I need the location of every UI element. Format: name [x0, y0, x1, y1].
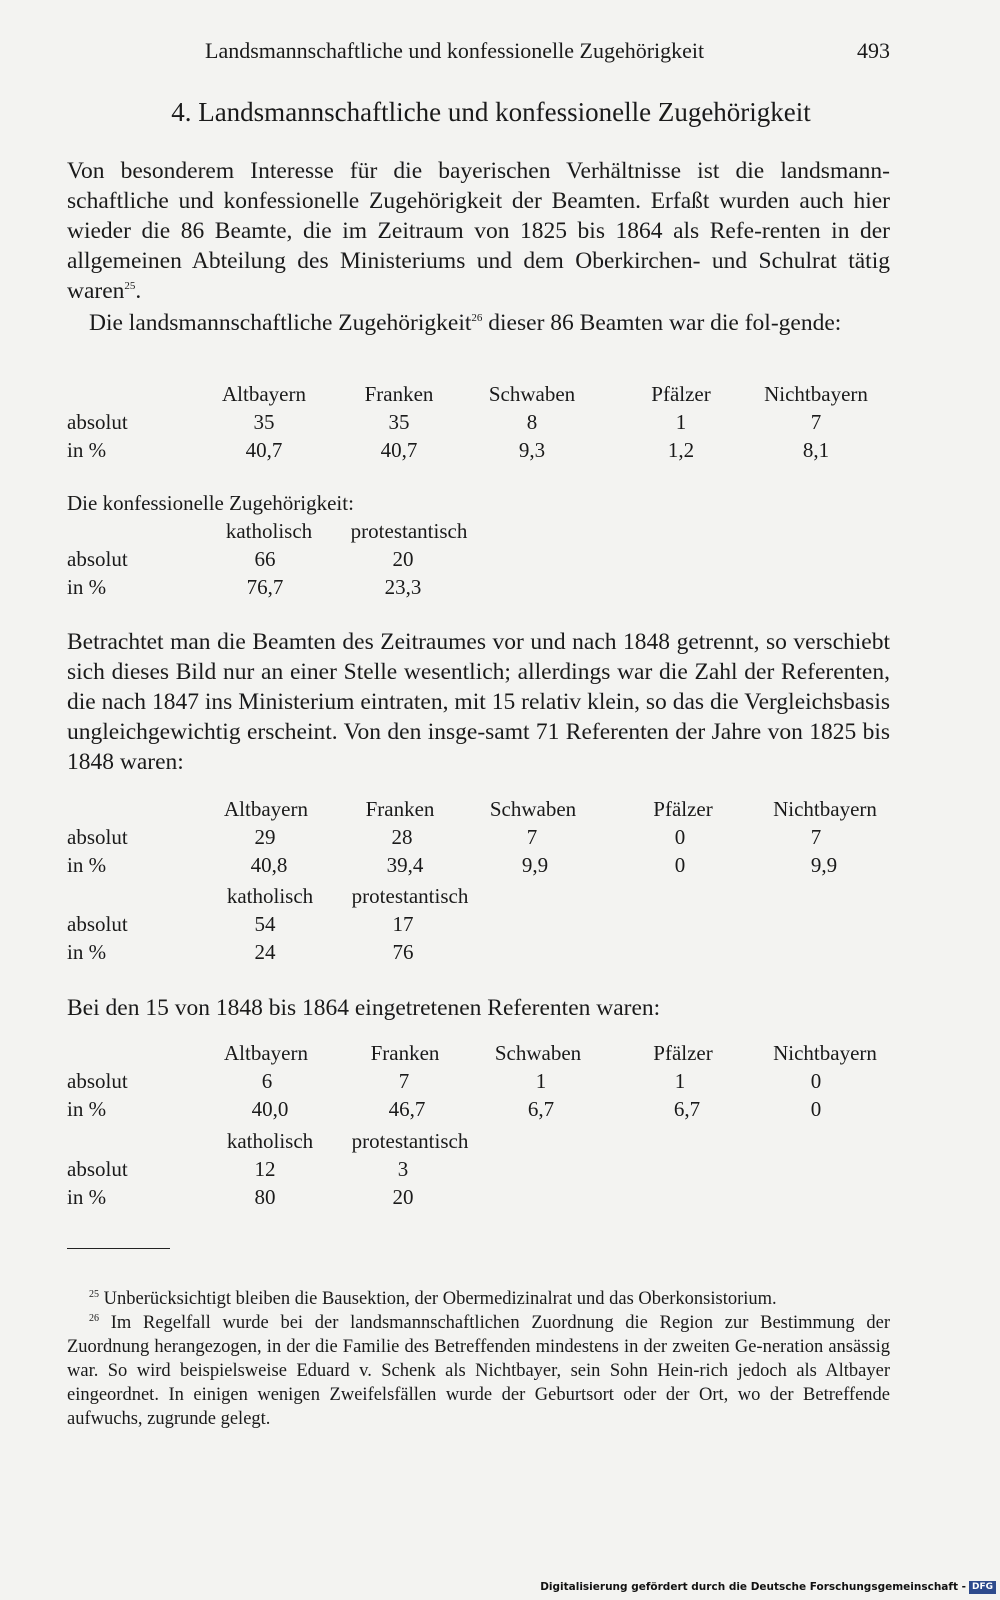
table-header: Schwaben	[489, 797, 577, 821]
row-label: in %	[67, 1097, 107, 1121]
paragraph-regional-intro	[67, 308, 890, 338]
table-cell: 46,7	[388, 1097, 426, 1121]
table-cell: 24	[254, 940, 276, 964]
footnote-rule	[67, 1248, 170, 1249]
row-label: in %	[67, 853, 107, 877]
table-cell: 1	[674, 1069, 686, 1093]
table-header: Nichtbayern	[773, 797, 877, 821]
row-label: in %	[67, 438, 107, 462]
table-header: protestantisch	[351, 1129, 469, 1153]
table-total-regional	[67, 381, 897, 465]
table-header: Pfälzer	[653, 797, 713, 821]
table-cell: 9,9	[810, 853, 838, 877]
row-label: in %	[67, 940, 107, 964]
table-cell: 1	[675, 410, 687, 434]
table-header: Pfälzer	[653, 1041, 713, 1065]
footnotes	[67, 1287, 890, 1431]
running-head-title: Landsmannschaftliche und konfessionelle Zugehörigkeit	[205, 38, 705, 63]
row-label: in %	[67, 575, 107, 599]
table-header: Schwaben	[494, 1041, 582, 1065]
table-pre1848-confession	[67, 883, 897, 967]
table-header: Altbayern	[224, 1041, 308, 1065]
table-post1848-regional	[67, 1040, 897, 1124]
table-cell: 23,3	[384, 575, 422, 599]
paragraph-intro-text: Von besonderem Interesse für die bayerischen Verhältnisse ist die landsmann-schaftliche und konfessionelle Zugehörigkeit der Beamten. Erfaßt wurden auch hier wieder die 86 Beamte, die im Zeitraum von 1825 bis 1864 als Refe-renten in der allgemeinen Abteilung des Ministeriums und dem Oberkirchen- und Schulrat tätig waren	[67, 158, 890, 304]
table-cell: 7	[810, 410, 822, 434]
table-cell: 66	[254, 547, 276, 571]
table-cell: 7	[526, 825, 538, 849]
table-header: Schwaben	[488, 382, 576, 406]
table-header: Altbayern	[222, 382, 306, 406]
table-post1848-confession	[67, 1128, 897, 1212]
footnote-number: 25	[89, 1289, 99, 1300]
table-cell: 35	[253, 410, 275, 434]
page-number: 493	[857, 38, 890, 63]
table-header: katholisch	[226, 1129, 314, 1153]
table-header: Pfälzer	[651, 382, 711, 406]
table-cell: 9,9	[521, 853, 549, 877]
confession-intro: Die konfessionelle Zugehörigkeit:	[67, 491, 354, 515]
table-cell: 76,7	[246, 575, 284, 599]
footnote-text: Unberücksichtigt bleiben die Bausektion, der Obermedizinalrat und das Oberkonsistorium.	[99, 1289, 777, 1309]
table-header: katholisch	[226, 884, 314, 908]
table-cell: 20	[392, 1185, 414, 1209]
paragraph-intro	[67, 156, 890, 306]
running-head	[205, 36, 890, 66]
table-cell: 6,7	[527, 1097, 555, 1121]
table-cell: 35	[388, 410, 410, 434]
footnote-text: Im Regelfall wurde bei der landsmannschaftlichen Zuordnung die Region zur Bestimmung der Zuordnung herangezogen, in der die Familie des Betreffenden mindestens in der zweiten Ge-neration ansässig war. So wird beispielsweise Eduard v. Schenk als Nichtbayer, sein Sohn Hein-rich jedoch als Altbayer eingeordnet. In einigen wenigen Zweifelsfällen wurde der Geburtsort oder der Ort, wo der Betreffende aufwuchs, zugrunde gelegt.	[67, 1313, 890, 1429]
row-label: absolut	[67, 547, 128, 571]
table-cell: 39,4	[386, 853, 424, 877]
table-cell: 0	[674, 853, 686, 877]
table-cell: 0	[674, 825, 686, 849]
table-cell: 1	[535, 1069, 547, 1093]
table-cell: 7	[398, 1069, 410, 1093]
paragraph-intro-end: .	[135, 278, 142, 304]
footnote-ref-25: 25	[124, 280, 136, 292]
table-cell: 9,3	[518, 438, 546, 462]
table-cell: 0	[810, 1097, 822, 1121]
table-header: protestantisch	[350, 519, 468, 543]
table-cell: 1,2	[667, 438, 695, 462]
row-label: absolut	[67, 410, 128, 434]
table-cell: 6,7	[673, 1097, 701, 1121]
section-heading: 4. Landsmannschaftliche und konfessionelle Zugehörigkeit	[171, 97, 811, 127]
table-header: Franken	[370, 1041, 440, 1065]
row-label: in %	[67, 1185, 107, 1209]
paragraph-post1848: Bei den 15 von 1848 bis 1864 eingetretenen Referenten waren:	[67, 995, 661, 1021]
paragraph-regional-intro-b: dieser 86 Beamten war die fol-gende:	[482, 310, 842, 336]
table-pre1848-regional	[67, 796, 897, 880]
footnote-ref-26: 26	[471, 312, 483, 324]
table-cell: 40,7	[245, 438, 283, 462]
footnote-number: 26	[89, 1313, 99, 1324]
table-cell: 40,8	[250, 853, 288, 877]
table-cell: 17	[392, 912, 414, 936]
dfg-logo: DFG	[969, 1581, 996, 1594]
footnote-25	[67, 1287, 890, 1311]
table-header: Franken	[365, 797, 435, 821]
table-cell: 40,0	[251, 1097, 289, 1121]
table-cell: 3	[397, 1157, 409, 1181]
paragraph-regional-intro-a: Die landsmannschaftliche Zugehörigkeit	[89, 310, 472, 336]
table-header: katholisch	[225, 519, 313, 543]
table-cell: 40,7	[380, 438, 418, 462]
table-header: Franken	[364, 382, 434, 406]
table-cell: 8,1	[802, 438, 830, 462]
row-label: absolut	[67, 1157, 128, 1181]
table-header: Altbayern	[224, 797, 308, 821]
row-label: absolut	[67, 912, 128, 936]
table-cell: 7	[810, 825, 822, 849]
credit-text: Digitalisierung gefördert durch die Deutsche Forschungsgemeinschaft -	[540, 1581, 966, 1593]
table-cell: 12	[254, 1157, 276, 1181]
table-header: Nichtbayern	[773, 1041, 877, 1065]
table-cell: 28	[391, 825, 413, 849]
table-cell: 80	[254, 1185, 276, 1209]
table-total-confession	[67, 518, 897, 602]
table-header: protestantisch	[351, 884, 469, 908]
table-cell: 76	[392, 940, 414, 964]
table-cell: 29	[254, 825, 276, 849]
table-cell: 8	[526, 410, 538, 434]
paragraph-comparison: Betrachtet man die Beamten des Zeitraumes vor und nach 1848 getrennt, so verschiebt sich dieses Bild nur an einer Stelle wesentlich; allerdings war die Zahl der Referenten, die nach 1847 ins Ministerium eintraten, mit 15 relativ klein, so das die Vergleichsbasis ungleichgewichtig erscheint. Von den insge-samt 71 Referenten der Jahre von 1825 bis 1848 waren:	[67, 629, 890, 775]
table-cell: 6	[261, 1069, 273, 1093]
row-label: absolut	[67, 1069, 128, 1093]
table-cell: 0	[810, 1069, 822, 1093]
table-cell: 20	[392, 547, 414, 571]
digitization-credit	[540, 1579, 996, 1595]
footnote-26	[67, 1311, 890, 1431]
table-cell: 54	[254, 912, 276, 936]
row-label: absolut	[67, 825, 128, 849]
table-header: Nichtbayern	[764, 382, 868, 406]
